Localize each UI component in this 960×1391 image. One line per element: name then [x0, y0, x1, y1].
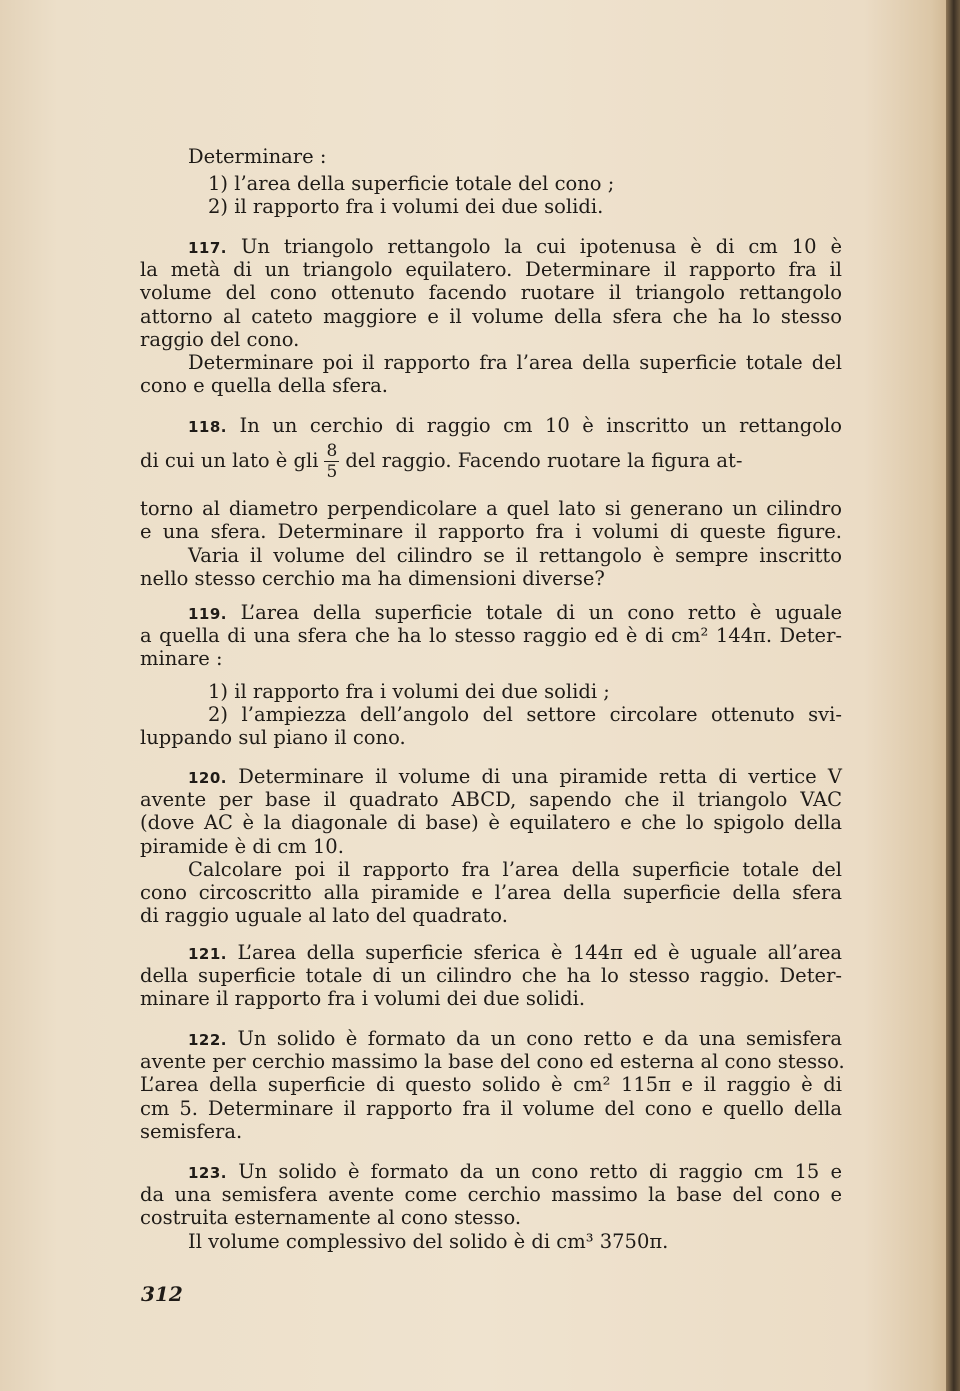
exercise-120-line-4: piramide è di cm 10.	[140, 834, 344, 858]
exercise-119	[140, 601, 842, 749]
exercise-123-line-1: 123. Un solido è formato da un cono retto di raggio cm 15 e	[188, 1160, 842, 1183]
exercise-119-item-2: 2) l’ampiezza dell’angolo del settore circolare ottenuto svi-	[208, 702, 842, 726]
exercise-119-line-2: a quella di una sfera che ha lo stesso raggio ed è di cm² 144π. Deter-	[140, 624, 842, 648]
exercise-118-line-2: di cui un lato è gli $\frac{8}{5}$ del raggio. Facendo ruotare la figura at-	[140, 441, 743, 483]
exercise-number: 117.	[188, 239, 228, 257]
exercise-number: 123.	[188, 1164, 228, 1182]
exercise-118-line-3: torno al diametro perpendicolare a quel lato si generano un cilindro	[140, 497, 842, 521]
exercise-122-line-4: cm 5. Determinare il rapporto fra il volume del cono e quello della	[140, 1096, 842, 1120]
exercise-121-line-3: minare il rapporto fra i volumi dei due solidi.	[140, 987, 586, 1011]
exercise-120-line-2: avente per base il quadrato ABCD, sapendo che il triangolo VAC	[140, 788, 842, 812]
exercise-117-line-2: la metà di un triangolo equilatero. Determinare il rapporto fra il	[140, 258, 842, 282]
book-spine-edge	[946, 0, 960, 1391]
exercise-120-line-6: cono circoscritto alla piramide e l’area della superficie della sfera	[140, 880, 842, 904]
exercise-123-line-2: da una semisfera avente come cerchio massimo la base del cono e	[140, 1183, 842, 1207]
exercise-120-line-7: di raggio uguale al lato del quadrato.	[140, 904, 508, 928]
exercise-122	[140, 1027, 845, 1143]
exercise-119-line-6: luppando sul piano il cono.	[140, 725, 406, 749]
exercise-121-line-2: della superficie totale di un cilindro che ha lo stesso raggio. Deter-	[140, 964, 842, 988]
exercise-120	[140, 765, 842, 927]
exercise-122-line-3: L’area della superficie di questo solido è cm² 115π e il raggio è di	[140, 1073, 842, 1097]
exercise-123-line-3: costruita esternamente al cono stesso.	[140, 1206, 522, 1230]
intro-block	[140, 145, 842, 219]
exercise-number: 118.	[188, 418, 228, 436]
exercise-118-line-4: e una sfera. Determinare il rapporto fra i volumi di queste figure.	[140, 520, 842, 544]
exercise-118-line-1: 118. In un cerchio di raggio cm 10 è inscritto un rettangolo	[188, 414, 842, 437]
exercise-123-line-4: Il volume complessivo del solido è di cm³ 3750π.	[188, 1229, 669, 1253]
exercise-119-line-1: 119. L’area della superficie totale di un cono retto è uguale	[188, 601, 842, 624]
exercise-117-line-5: raggio del cono.	[140, 327, 300, 351]
exercise-122-line-1: 122. Un solido è formato da un cono retto e da una semisfera	[188, 1027, 842, 1050]
exercise-121	[140, 941, 842, 1011]
exercise-118-line-6: nello stesso cerchio ma ha dimensioni diverse?	[140, 566, 605, 590]
exercise-119-line-3: minare :	[140, 647, 223, 671]
exercise-117-line-6: Determinare poi il rapporto fra l’area della superficie totale del	[188, 350, 842, 374]
intro-heading: Determinare :	[188, 145, 327, 168]
exercise-117-line-7: cono e quella della sfera.	[140, 374, 389, 398]
exercise-120-line-3: (dove AC è la diagonale di base) è equilatero e che lo spigolo della	[140, 811, 842, 835]
exercise-120-line-1: 120. Determinare il volume di una piramide retta di vertice V	[188, 765, 842, 788]
exercise-number: 119.	[188, 605, 228, 623]
exercise-117-line-1: 117. Un triangolo rettangolo la cui ipotenusa è di cm 10 è	[188, 235, 842, 258]
exercise-number: 121.	[188, 945, 228, 963]
exercise-121-line-1: 121. L’area della superficie sferica è 144π ed è uguale all’area	[188, 941, 843, 964]
exercise-117-line-4: attorno al cateto maggiore e il volume della sfera che ha lo stesso	[140, 304, 842, 328]
intro-item-1: 1) l’area della superficie totale del cono ;	[208, 172, 615, 196]
intro-item-2: 2) il rapporto fra i volumi dei due solidi.	[208, 195, 604, 219]
exercise-number: 120.	[188, 769, 228, 787]
exercise-number: 122.	[188, 1031, 228, 1049]
exercise-117-line-3: volume del cono ottenuto facendo ruotare il triangolo rettangolo	[140, 281, 842, 305]
exercise-117	[140, 235, 842, 397]
exercise-120-line-5: Calcolare poi il rapporto fra l’area della superficie totale del	[188, 857, 842, 881]
fraction-eight-fifths: $\frac{8}{5}$	[326, 441, 338, 483]
exercise-118-line-5: Varia il volume del cilindro se il rettangolo è sempre inscritto	[188, 543, 842, 567]
exercise-118	[140, 414, 842, 590]
exercise-122-line-2: avente per cerchio massimo la base del cono ed esterna al cono stesso.	[140, 1050, 845, 1074]
page-number: 312	[141, 1282, 183, 1306]
exercise-123	[140, 1160, 842, 1253]
exercise-119-item-1: 1) il rapporto fra i volumi dei due solidi ;	[208, 679, 610, 703]
exercise-122-line-5: semisfera.	[140, 1119, 243, 1143]
